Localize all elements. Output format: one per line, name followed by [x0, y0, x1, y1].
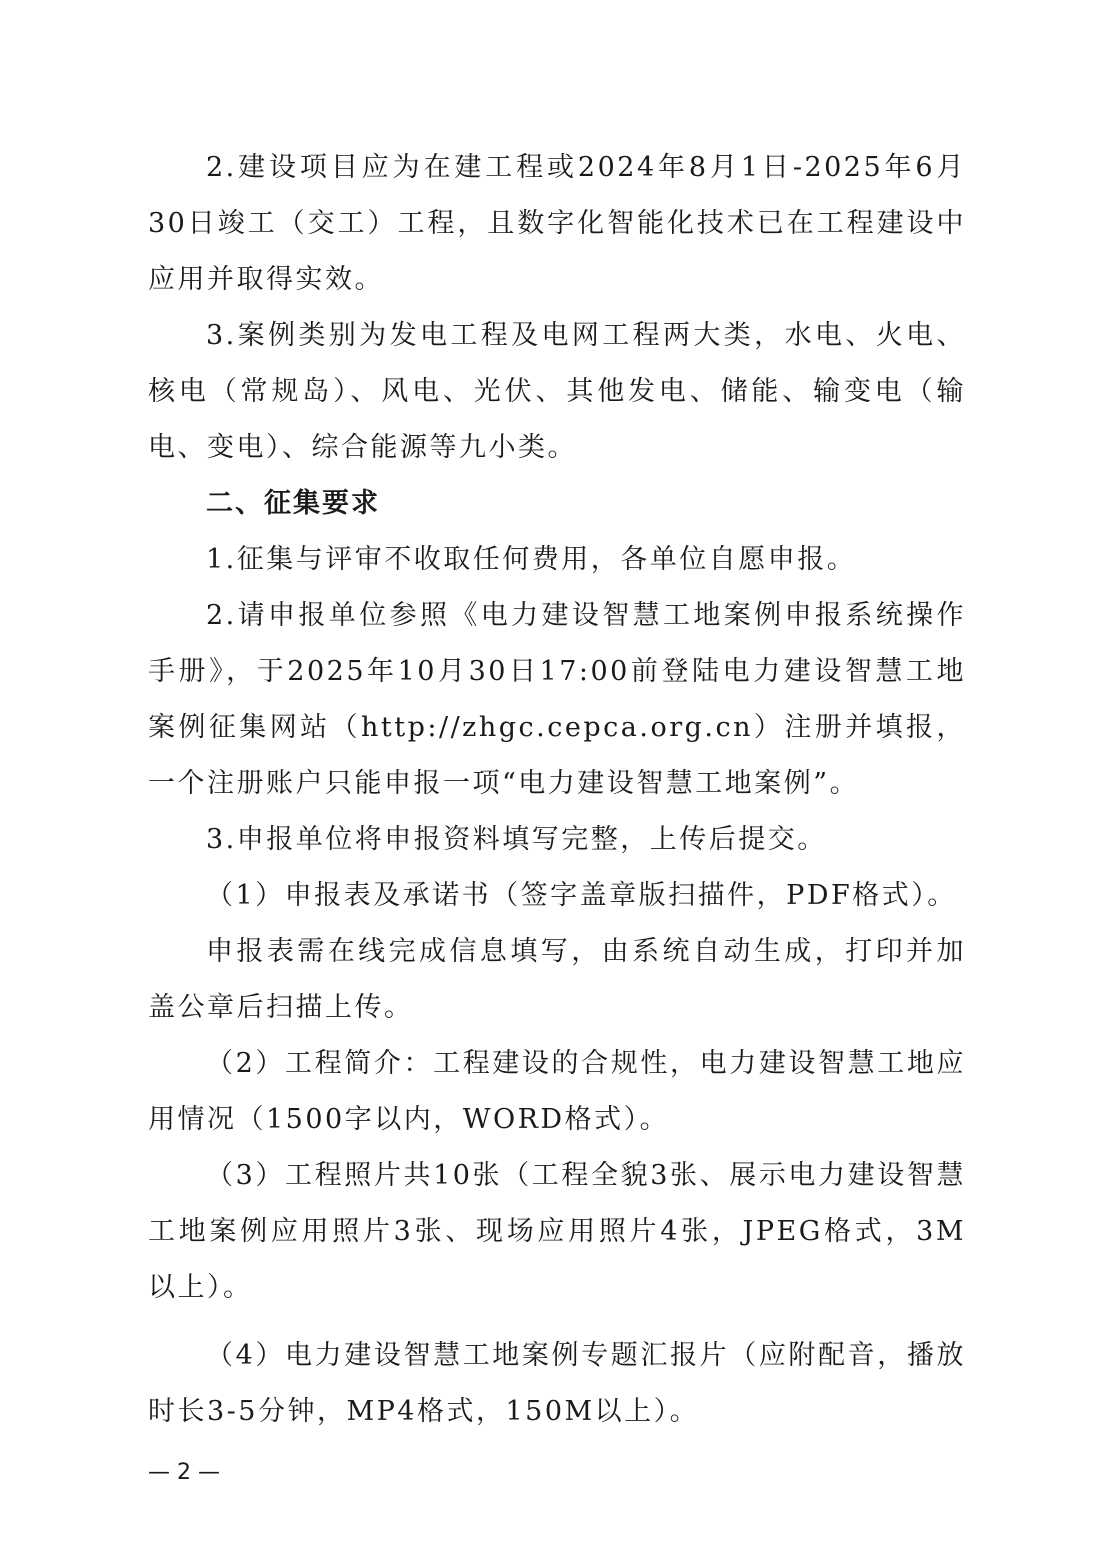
paragraph-project-eligibility: 2.建设项目应为在建工程或2024年8月1日-2025年6月30日竣工（交工）工程，且数字化智能化技术已在工程建设中应用并取得实效。: [148, 152, 966, 295]
section-heading-collection-requirements: 二、征集要求: [206, 488, 380, 519]
paragraph-application-form: （1）申报表及承诺书（签字盖章版扫描件，PDF格式）。: [206, 880, 957, 911]
document-body: [148, 140, 966, 1440]
paragraph-form-instructions: 申报表需在线完成信息填写，由系统自动生成，打印并加盖公章后扫描上传。: [148, 936, 966, 1023]
paragraph-project-summary: （2）工程简介：工程建设的合规性，电力建设智慧工地应用情况（1500字以内，WORD格式）。: [148, 1048, 966, 1135]
paragraph-online-submission: 2.请申报单位参照《电力建设智慧工地案例申报系统操作手册》，于2025年10月30日17:00前登陆电力建设智慧工地案例征集网站（http://zhgc.cepca.org.cn）注册并填报，一个注册账户只能申报一项“电力建设智慧工地案例”。: [148, 600, 966, 799]
paragraph-case-categories: 3.案例类别为发电工程及电网工程两大类，水电、火电、核电（常规岛）、风电、光伏、其他发电、储能、输变电（输电、变电）、综合能源等九小类。: [148, 320, 966, 463]
paragraph-complete-materials: 3.申报单位将申报资料填写完整，上传后提交。: [206, 824, 827, 855]
paragraph-no-fees: 1.征集与评审不收取任何费用，各单位自愿申报。: [206, 544, 857, 575]
page-number: — 2 —: [148, 1460, 220, 1485]
paragraph-report-video: （4）电力建设智慧工地案例专题汇报片（应附配音，播放时长3-5分钟，MP4格式，150M以上）。: [148, 1340, 966, 1427]
paragraph-project-photos: （3）工程照片共10张（工程全貌3张、展示电力建设智慧工地案例应用照片3张、现场应用照片4张，JPEG格式，3M以上）。: [148, 1160, 966, 1303]
